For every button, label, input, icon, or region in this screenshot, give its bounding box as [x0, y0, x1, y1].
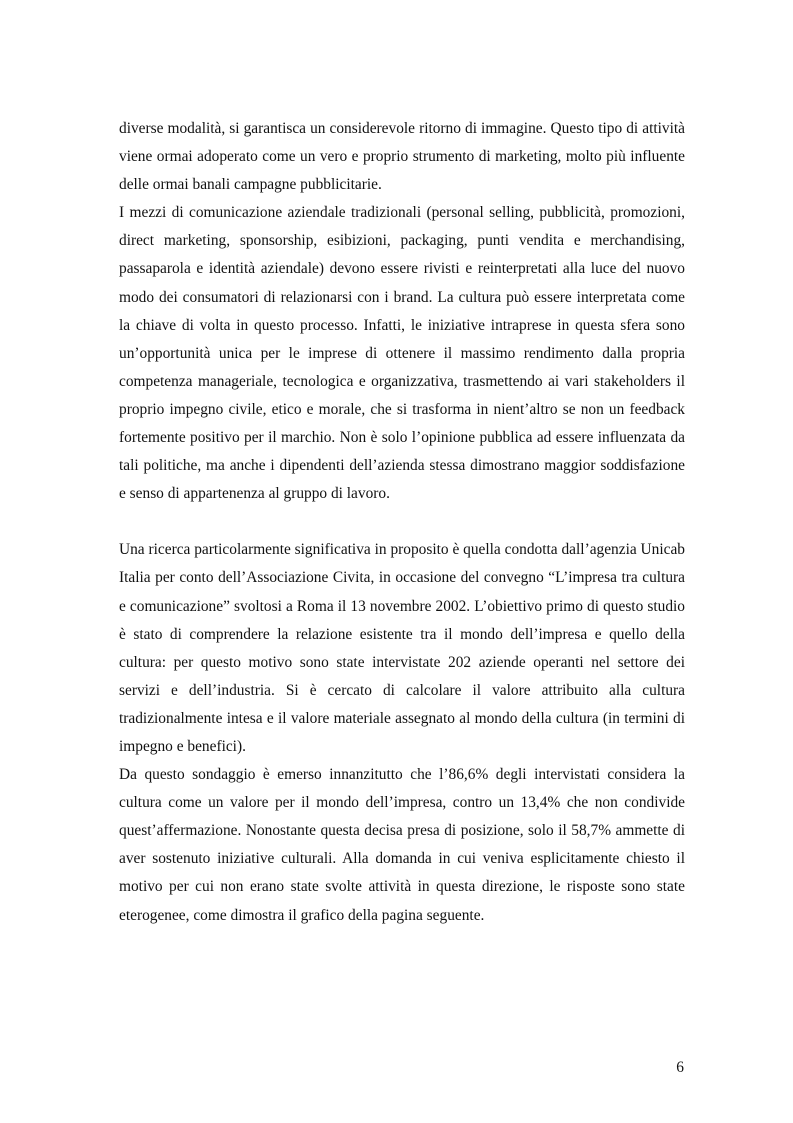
paragraph-communication-means: I mezzi di comunicazione aziendale tradizionali (personal selling, pubblicità, promozioni, direct marketing, sponsorship, esibizioni, packaging, punti vendita e merchandising, passaparola e identità aziendale) devono essere rivisti e reinterpretati alla luce del nuovo modo dei consumatori di relazionarsi con i brand. La cultura può essere interpretata come la chiave di volta in questo processo. Infatti, le iniziative intraprese in questa sfera sono un’opportunità unica per le imprese di ottenere il massimo rendimento dalla propria competenza manageriale, tecnologica e organizzativa, trasmettendo ai vari stakeholders il proprio impegno civile, etico e morale, che si trasforma in nient’altro se non un feedback fortemente positivo per il marchio. Non è solo l’opinione pubblica ad essere influenzata da tali politiche, ma anche i dipendenti dell’azienda stessa dimostrano maggior soddisfazione e senso di appartenenza al gruppo di lavoro.: [119, 204, 685, 503]
paragraph-research: Una ricerca particolarmente significativa in proposito è quella condotta dall’agenzia Unicab Italia per conto dell’Associazione Civita, in occasione del convegno “L’impresa tra cultura e comunicazione” svoltosi a Roma il 13 novembre 2002. L’obiettivo primo di questo studio è stato di comprendere la relazione esistente tra il mondo dell’impresa e quello della cultura: per questo motivo sono state intervistate 202 aziende operanti nel settore dei servizi e dell’industria. Si è cercato di calcolare il valore attribuito alla cultura tradizionalmente intesa e il valore materiale assegnato al mondo della cultura (in termini di impegno e benefici).: [119, 541, 685, 755]
document-body: [119, 115, 685, 930]
page-number: 6: [676, 1059, 684, 1076]
paragraph-intro: diverse modalità, si garantisca un considerevole ritorno di immagine. Questo tipo di attività viene ormai adoperato come un vero e proprio strumento di marketing, molto più influente delle ormai banali campagne pubblicitarie.: [119, 120, 685, 194]
paragraph-survey-results: Da questo sondaggio è emerso innanzitutto che l’86,6% degli intervistati considera la cultura come un valore per il mondo dell’impresa, contro un 13,4% che non condivide quest’affermazione. Nonostante questa decisa presa di posizione, solo il 58,7% ammette di aver sostenuto iniziative culturali. Alla domanda in cui veniva esplicitamente chiesto il motivo per cui non erano state svolte attività in questa direzione, le risposte sono state eterogenee, come dimostra il grafico della pagina seguente.: [119, 766, 685, 924]
